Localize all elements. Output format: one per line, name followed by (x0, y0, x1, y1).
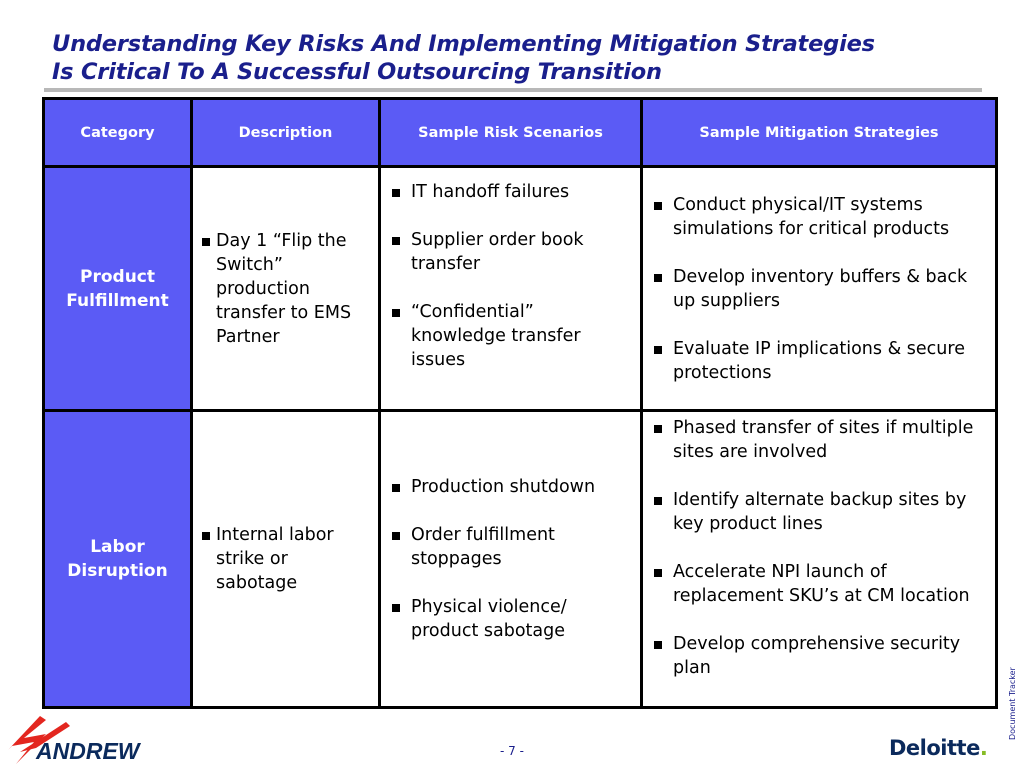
mitigation-item: Evaluate IP implications & secure protections (653, 337, 989, 385)
mitigation-item: Phased transfer of sites if multiple sites are involved (653, 416, 989, 464)
risk-item: Physical violence/ product sabotage (391, 595, 630, 643)
deloitte-logo-text: Deloitte (889, 736, 980, 760)
andrew-logo-text: ANDREW (36, 738, 140, 764)
slide-title-line-2: Is Critical To A Successful Outsourcing Transition (52, 59, 662, 85)
header-risk-scenarios: Sample Risk Scenarios (381, 100, 640, 165)
description-item: Internal labor strike or sabotage (202, 523, 368, 595)
mitigation-item: Accelerate NPI launch of replacement SKU’s at CM location (653, 560, 989, 608)
mitigation-item: Identify alternate backup sites by key product lines (653, 488, 989, 536)
mitigation-list (653, 193, 989, 385)
risk-item: IT handoff failures (391, 180, 630, 204)
mitigation-item: Conduct physical/IT systems simulations for critical products (653, 193, 989, 241)
andrew-logo (6, 712, 176, 768)
risk-table (42, 97, 998, 709)
description-list (202, 229, 368, 349)
description-item: Day 1 “Flip the Switch” production transfer to EMS Partner (202, 229, 368, 349)
category-cell (45, 412, 190, 706)
category-label: Product Fulfillment (66, 266, 169, 311)
risk-scenarios-list (391, 475, 630, 643)
mitigation-cell (643, 412, 995, 706)
mitigation-cell (643, 168, 995, 409)
lightning-bolt-logo-icon (6, 712, 176, 768)
risk-item: Order fulfillment stoppages (391, 523, 630, 571)
header-category: Category (45, 100, 190, 165)
header-mitigation-strategies: Sample Mitigation Strategies (643, 100, 995, 165)
header-description: Description (193, 100, 378, 165)
title-underline (44, 88, 982, 92)
deloitte-logo (889, 736, 987, 760)
risk-item: Production shutdown (391, 475, 630, 499)
risk-scenarios-cell (381, 168, 640, 409)
description-cell (193, 168, 378, 409)
risk-item: Supplier order book transfer (391, 228, 630, 276)
risk-scenarios-list (391, 180, 630, 372)
deloitte-logo-dot: . (979, 736, 988, 760)
slide-title-line-1: Understanding Key Risks And Implementing Mitigation Strategies (52, 31, 875, 57)
mitigation-item: Develop inventory buffers & back up suppliers (653, 265, 989, 313)
mitigation-list (653, 416, 989, 680)
description-cell (193, 412, 378, 706)
slide-title (52, 30, 1012, 86)
page-number: - 7 - (500, 744, 524, 758)
risk-scenarios-cell (381, 412, 640, 706)
document-tracker-label: Document Tracker (1008, 667, 1017, 740)
category-label: Labor Disruption (67, 537, 168, 581)
mitigation-item: Develop comprehensive security plan (653, 632, 989, 680)
category-cell (45, 168, 190, 409)
description-list (202, 523, 368, 595)
risk-item: “Confidential” knowledge transfer issues (391, 300, 630, 372)
